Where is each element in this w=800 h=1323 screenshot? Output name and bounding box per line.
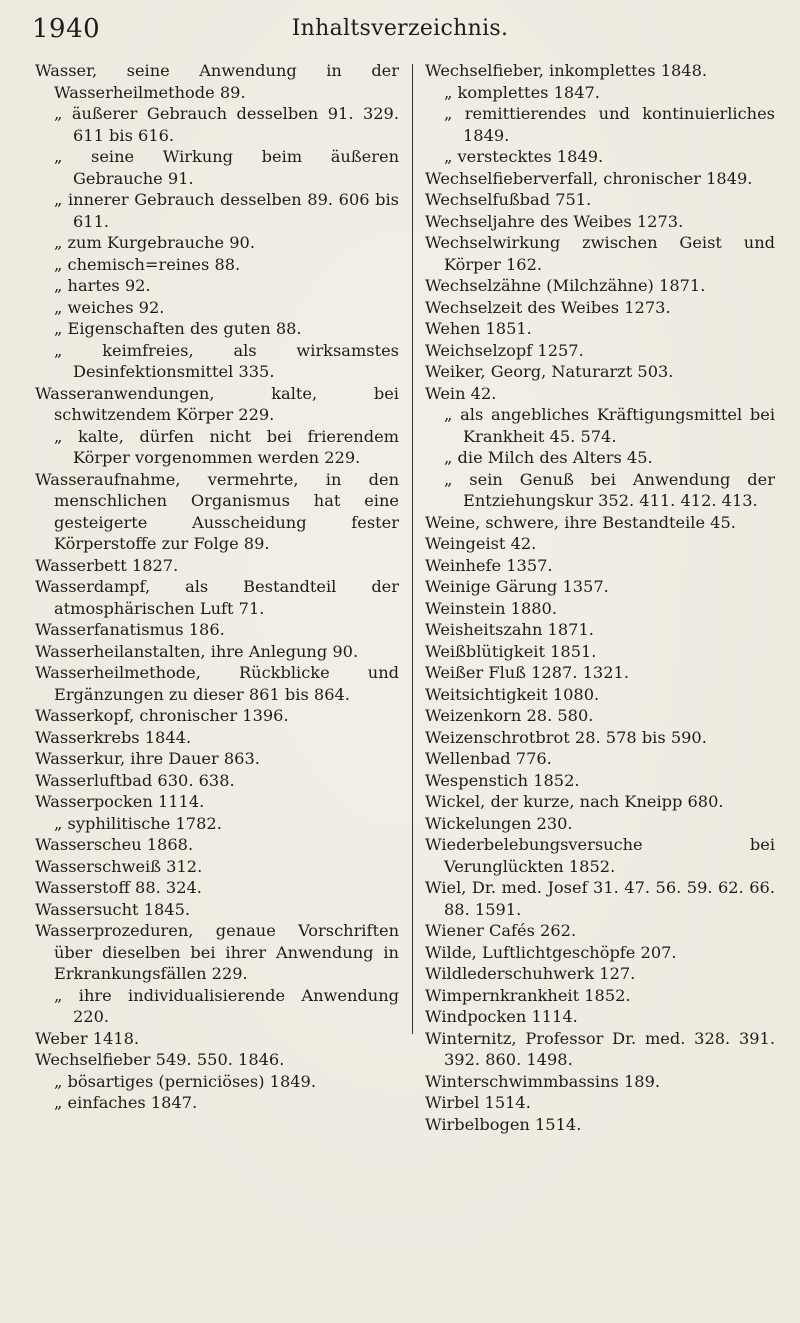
index-entry: Wasserluftbad 630. 638. [35, 770, 235, 790]
index-entry: Winterschwimmbassins 189. [425, 1071, 661, 1091]
index-entry: Wiederbelebungsversuche bei Verunglückten 1852. [425, 835, 775, 876]
index-subentry: „ syphilitische 1782. [54, 813, 222, 833]
index-entry: Wasserfanatismus 186. [35, 620, 225, 639]
index-subentry: „ Eigenschaften des guten 88. [54, 319, 302, 338]
index-entry: Weisheitszahn 1871. [425, 620, 594, 639]
index-subentry: „ hartes 92. [54, 276, 151, 295]
index-subentry: „ verstecktes 1849. [444, 147, 604, 166]
index-entry: Wasserprozeduren, genaue Vorschriften über dieselben bei ihrer Anwendung in Erkrankungsfällen 229. [35, 921, 399, 983]
index-entry: Wasser, seine Anwendung in der Wasserheilmethode 89. [35, 61, 399, 102]
index-entry: Weinhefe 1357. [425, 555, 553, 575]
index-entry: Wechselfieberverfall, chronischer 1849. [425, 168, 753, 188]
index-entry: Wespenstich 1852. [425, 770, 580, 790]
index-entry: Weiker, Georg, Naturarzt 503. [425, 362, 674, 381]
index-entry: Wellenbad 776. [425, 749, 552, 768]
index-entry: Wasserbett 1827. [35, 555, 179, 575]
index-subentry: „ als angebliches Kräftigungsmittel bei Krankheit 45. 574. [444, 405, 775, 446]
index-subentry: „ kalte, dürfen nicht bei frierendem Körper vorgenommen werden 229. [54, 426, 399, 467]
running-title: Inhaltsverzeichnis. [291, 16, 509, 41]
index-entry: Weizenschrotbrot 28. 578 bis 590. [425, 727, 707, 747]
index-subentry: „ remittierendes und kontinuierliches 1849. [444, 104, 775, 145]
index-entry: Weinstein 1880. [425, 598, 557, 618]
index-entry: Wimpernkrankheit 1852. [425, 985, 631, 1005]
index-column-left [35, 60, 399, 1114]
index-column-right [425, 60, 775, 1135]
index-entry: Wasserkopf, chronischer 1396. [35, 706, 289, 725]
index-entry: Wasserdampf, als Bestandteil der atmosphärischen Luft 71. [35, 577, 399, 618]
index-entry: Wasserpocken 1114. [35, 792, 205, 811]
index-subentry: „ zum Kurgebrauche 90. [54, 233, 255, 252]
index-entry: Wehen 1851. [425, 319, 532, 338]
column-divider [412, 64, 413, 1034]
page-number: 1940 [32, 14, 101, 44]
index-entry: Wirbelbogen 1514. [425, 1114, 582, 1134]
index-columns [35, 60, 775, 1300]
index-entry: Wechselfußbad 751. [425, 190, 592, 209]
index-entry: Wilde, Luftlichtgeschöpfe 207. [425, 942, 677, 962]
index-subentry: „ komplettes 1847. [444, 82, 600, 102]
index-entry: Weber 1418. [35, 1028, 140, 1048]
index-entry: Wasserkur, ihre Dauer 863. [35, 749, 260, 768]
index-entry: Weißer Fluß 1287. 1321. [425, 663, 629, 682]
index-entry: Wickel, der kurze, nach Kneipp 680. [425, 792, 724, 811]
index-entry: Wiener Cafés 262. [425, 921, 577, 940]
index-entry: Wasserheilanstalten, ihre Anlegung 90. [35, 641, 359, 661]
index-entry: Weißblütigkeit 1851. [425, 641, 597, 661]
index-entry: Wechselfieber, inkomplettes 1848. [425, 61, 708, 80]
index-subentry: „ einfaches 1847. [54, 1093, 198, 1112]
index-subentry: „ äußerer Gebrauch desselben 91. 329. 611 bis 616. [54, 104, 399, 145]
index-entry: Weizenkorn 28. 580. [425, 706, 594, 725]
index-entry: Weingeist 42. [425, 534, 537, 553]
index-entry: Wasserschweiß 312. [35, 856, 203, 876]
index-subentry: „ bösartiges (perniciöses) 1849. [54, 1071, 316, 1091]
index-entry: Wildlederschuhwerk 127. [425, 964, 636, 983]
index-entry: Weitsichtigkeit 1080. [425, 684, 600, 704]
index-subentry: „ weiches 92. [54, 297, 165, 317]
index-entry: Wechselzähne (Milchzähne) 1871. [425, 276, 706, 295]
index-entry: Wasserkrebs 1844. [35, 727, 192, 747]
index-entry: Wechselfieber 549. 550. 1846. [35, 1050, 285, 1069]
index-subentry: „ sein Genuß bei Anwendung der Entziehungskur 352. 411. 412. 413. [444, 469, 775, 510]
index-entry: Wiel, Dr. med. Josef 31. 47. 56. 59. 62. 66. 88. 1591. [425, 878, 775, 919]
index-entry: Wechselzeit des Weibes 1273. [425, 297, 671, 317]
index-entry: Wechselwirkung zwischen Geist und Körper 162. [425, 233, 775, 274]
index-subentry: „ keimfreies, als wirksamstes Desinfektionsmittel 335. [54, 340, 399, 381]
index-entry: Wasserscheu 1868. [35, 835, 194, 854]
index-entry: Weine, schwere, ihre Bestandteile 45. [425, 512, 736, 532]
index-entry: Wasseraufnahme, vermehrte, in den menschlichen Organismus hat eine gesteigerte Ausscheidung fester Körperstoffe zur Folge 89. [35, 469, 399, 553]
index-entry: Wein 42. [425, 383, 497, 403]
index-subentry: „ chemisch=reines 88. [54, 254, 241, 274]
index-entry: Wasserstoff 88. 324. [35, 878, 202, 897]
index-subentry: „ ihre individualisierende Anwendung 220. [54, 985, 399, 1026]
index-entry: Wechseljahre des Weibes 1273. [425, 211, 684, 231]
index-entry: Wasseranwendungen, kalte, bei schwitzendem Körper 229. [35, 383, 399, 424]
index-entry: Wassersucht 1845. [35, 899, 191, 919]
index-entry: Wasserheilmethode, Rückblicke und Ergänzungen zu dieser 861 bis 864. [35, 663, 399, 704]
index-entry: Wirbel 1514. [425, 1093, 531, 1112]
index-subentry: „ seine Wirkung beim äußeren Gebrauche 91. [54, 147, 399, 188]
index-entry: Wickelungen 230. [425, 813, 573, 833]
index-entry: Weichselzopf 1257. [425, 340, 584, 360]
index-subentry: „ die Milch des Alters 45. [444, 448, 653, 467]
index-entry: Windpocken 1114. [425, 1007, 578, 1026]
index-entry: Weinige Gärung 1357. [425, 577, 609, 596]
page-header [20, 14, 780, 54]
index-subentry: „ innerer Gebrauch desselben 89. 606 bis 611. [54, 190, 399, 231]
index-entry: Winternitz, Professor Dr. med. 328. 391. 392. 860. 1498. [425, 1028, 775, 1069]
